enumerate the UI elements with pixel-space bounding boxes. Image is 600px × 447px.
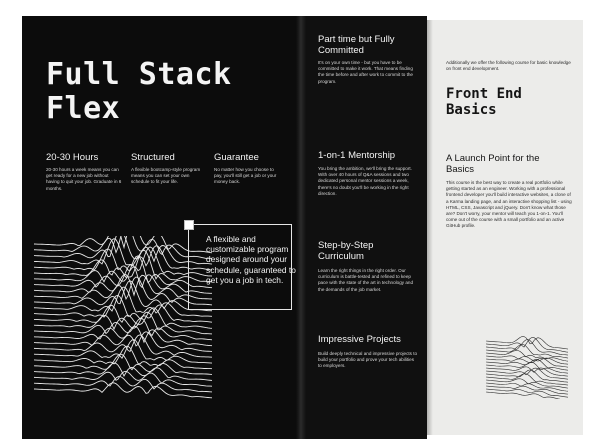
section-body: Build deeply technical and impressive projects to build your portfolio and prove your tech abilities to employers. [318, 351, 418, 369]
callout-corner-marker [184, 220, 194, 230]
course-subheading: A Launch Point for the Basics [446, 153, 540, 175]
feature-body: No matter how you choose to pay, you'll still get a job or your money back. [214, 167, 277, 185]
intro-text: Additionally we offer the following course for basic knowledge on front end development. [446, 60, 571, 72]
feature-heading: 20-30 Hours [46, 152, 99, 163]
wave-lines-graphic [34, 236, 214, 402]
section-body: Learn the right things in the right order. Our curriculum is battle-tested and refined to keep pace with the state of the art in technology and the demands of the job market. [318, 268, 413, 292]
fold-shadow [296, 16, 306, 439]
section-heading: Step-by-Step Curriculum [318, 240, 374, 262]
section-heading: Part time but Fully Committed [318, 34, 395, 56]
section-body: You bring the ambition, we'll bring the support. With over 40 hours of Q&A sessions and two dedicated personal mentor sessions a week, there's no doubt you'll be working in the right direction. [318, 166, 412, 196]
section-heading: Impressive Projects [318, 334, 401, 345]
brochure-title: Full Stack Flex [46, 57, 232, 126]
course-body: This course is the best way to create a real portfolio while getting started as an engineer. Working with a professional frontend developer you'll build interactive websites, a clone of a Karma landing page, and an interactive shopping list - using HTML, CSS, Javascript and jQuery. Don't know what those are? Don't worry, your mentor will teach you 1-on-1. You'll come out of the course with a small portfolio and an active GitHub profile. [446, 180, 572, 229]
section-body: It's on your own time - but you have to be committed to make it work. That means finding the time before and after work to commit to the program. [318, 60, 413, 84]
section-heading: 1-on-1 Mentorship [318, 150, 396, 161]
fold-shadow [427, 20, 433, 435]
course-title: Front End Basics [446, 86, 522, 118]
feature-heading: Guarantee [214, 152, 259, 163]
wave-lines-graphic-small [486, 333, 570, 399]
feature-body: A flexible bootcamp-style program means you can set your own schedule to fit your life. [131, 167, 201, 185]
feature-heading: Structured [131, 152, 175, 163]
callout-text: A flexible and customizable program designed around your schedule, guaranteed to get you a job in tech. [206, 234, 296, 285]
feature-body: 20-30 hours a week means you can get ready for a new job without having to quit your job. Graduate in 6 months. [46, 167, 122, 191]
